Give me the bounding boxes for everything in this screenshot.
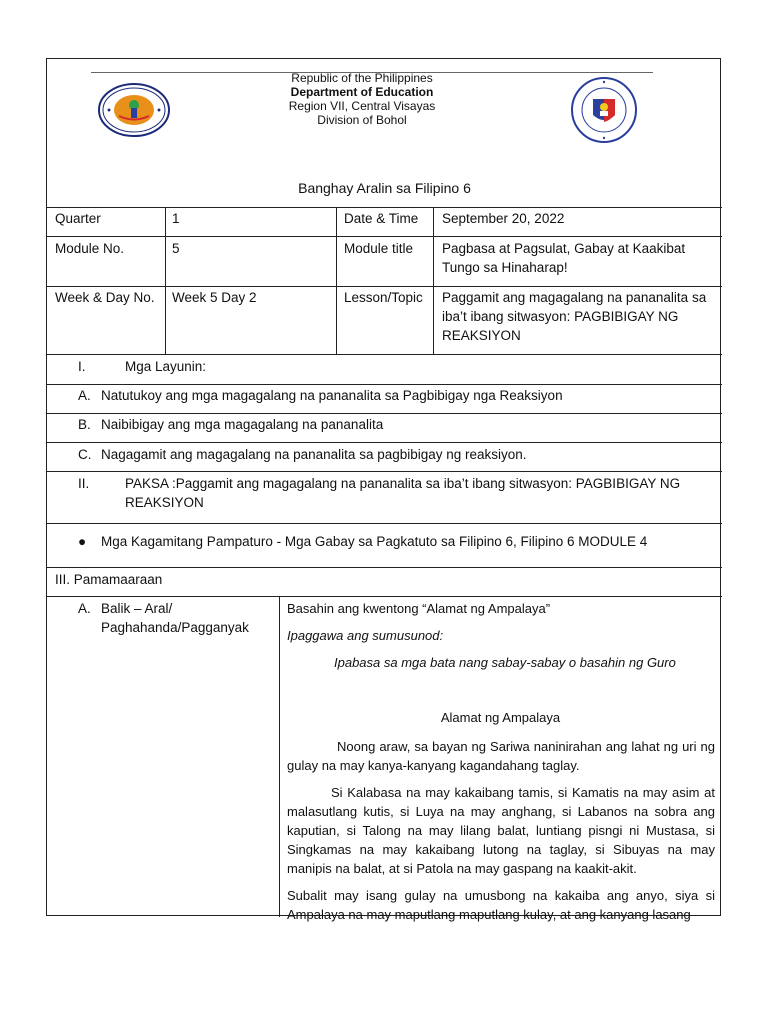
story-paragraph-2: Si Kalabasa na may kakaibang tamis, si Kamatis na may asim at malasutlang kutis, si Luya na may anghang, si Labanos na sobra ang kaputian, si Talong na may lilang balat, luntiang pisngi ni Mustasa, si Singkamas na may kakaibang lutong na taglay, si Sibuyas na may manipis na balat, at si Patola na may gaspang na kaakit-akit. <box>287 785 715 876</box>
procedure-a-marker: A. <box>78 601 91 616</box>
department-text: Department of Education <box>290 85 434 99</box>
date-label: Date & Time <box>344 211 419 226</box>
document-title: Banghay Aralin sa Filipino 6 <box>298 180 471 196</box>
objective-b-text: Naibibigay ang mga magagalang na pananalita <box>101 417 384 432</box>
procedure-a-line1: Balik – Aral/ <box>101 601 173 616</box>
module-value: 5 <box>172 241 180 256</box>
column-rule <box>336 207 337 354</box>
procedure-a-line2: Paghahanda/Pagganyak <box>101 620 249 635</box>
republic-text: Republic of the Philippines <box>291 71 433 85</box>
lesson-label: Lesson/Topic <box>344 290 423 305</box>
column-rule <box>165 207 166 354</box>
story-paragraph-3: Subalit may isang gulay na umusbong na kakaiba ang anyo, siya si Ampalaya na may maputlang maputlang kulay, at ang kanyang lasang <box>287 888 715 922</box>
row-rule <box>47 384 722 385</box>
quarter-label: Quarter <box>55 211 101 226</box>
objectives-numeral: I. <box>78 359 86 374</box>
story-title: Alamat ng Ampalaya <box>440 710 561 725</box>
row-rule <box>47 596 722 597</box>
date-value: September 20, 2022 <box>442 211 565 226</box>
row-rule <box>47 442 722 443</box>
topic-text: PAKSA :Paggamit ang magagalang na pananalita sa iba’t ibang sitwasyon: PAGBIBIGAY NG REAKSIYON <box>125 476 681 510</box>
lesson-value: Paggamit ang magagalang na pananalita sa iba’t ibang sitwasyon: PAGBIBIGAY NG REAKSIYON <box>442 290 707 343</box>
objective-c-text: Nagagamit ang magagalang na pananalita sa pagbibigay ng reaksiyon. <box>101 447 527 462</box>
division-text: Division of Bohol <box>317 113 407 127</box>
materials-text: Mga Kagamitang Pampaturo - Mga Gabay sa Pagkatuto sa Filipino 6, Filipino 6 MODULE 4 <box>101 534 648 549</box>
topic-numeral: II. <box>78 476 90 491</box>
row-rule <box>47 413 722 414</box>
row-rule <box>47 471 722 472</box>
reading-subdirection: Ipabasa sa mga bata nang sabay-sabay o basahin ng Guro <box>334 655 676 670</box>
module-label: Module No. <box>55 241 125 256</box>
row-rule <box>47 286 722 287</box>
module-title-value: Pagbasa at Pagsulat, Gabay at Kaakibat Tungo sa Hinaharap! <box>442 241 686 275</box>
quarter-value: 1 <box>172 211 180 226</box>
objectives-heading: Mga Layunin: <box>125 359 207 374</box>
row-rule <box>47 236 722 237</box>
procedure-heading: III. Pamamaaraan <box>55 572 163 587</box>
module-title-label: Module title <box>344 241 414 256</box>
story-paragraph-1: Noong araw, sa bayan ng Sariwa naninirahan ang lahat ng uri ng gulay na may kanya-kanyang kagandahang taglay. <box>287 739 715 773</box>
materials-bullet: ● <box>78 534 87 549</box>
column-rule <box>433 207 434 354</box>
column-rule <box>279 596 280 917</box>
lesson-plan-document <box>46 58 721 922</box>
row-rule <box>47 354 722 355</box>
deped-seal-logo <box>569 77 639 143</box>
objective-c-marker: C. <box>78 447 92 462</box>
region-text: Region VII, Central Visayas <box>288 99 436 113</box>
objective-b-marker: B. <box>78 417 91 432</box>
reading-instruction: Basahin ang kwentong “Alamat ng Ampalaya” <box>287 601 551 616</box>
division-seal-logo <box>97 83 171 137</box>
row-rule <box>47 207 722 208</box>
objective-a-marker: A. <box>78 388 91 403</box>
row-rule <box>47 523 722 524</box>
reading-direction: Ipaggawa ang sumusunod: <box>287 628 444 643</box>
week-label: Week & Day No. <box>55 290 155 305</box>
week-value: Week 5 Day 2 <box>172 290 257 305</box>
row-rule <box>47 567 722 568</box>
letterhead-text <box>277 71 447 127</box>
objective-a-text: Natutukoy ang mga magagalang na pananalita sa Pagbibigay nga Reaksiyon <box>101 388 563 403</box>
